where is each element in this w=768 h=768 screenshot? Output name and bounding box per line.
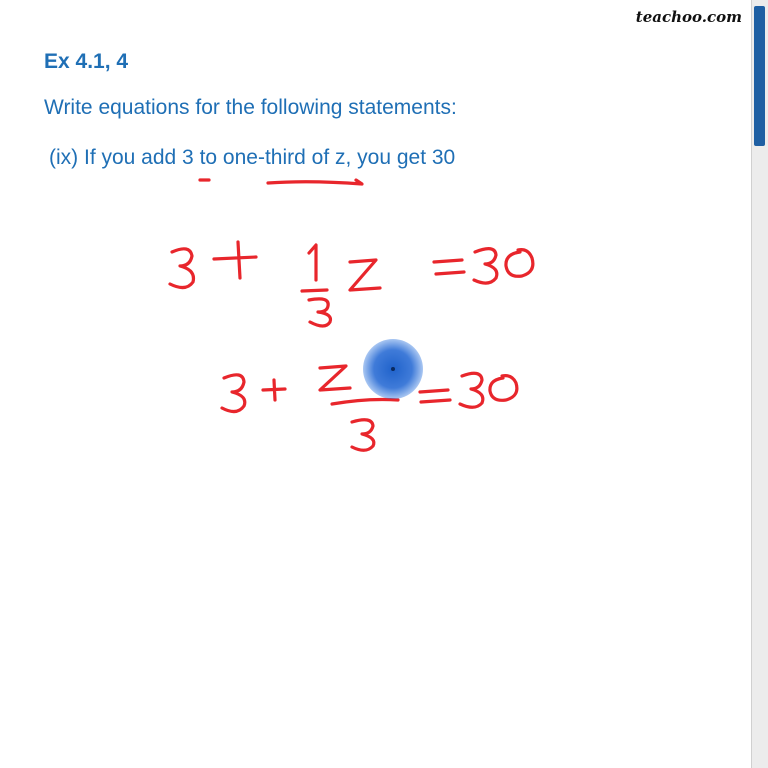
scrollbar-thumb[interactable] [754, 6, 765, 146]
exercise-statement: (ix) If you add 3 to one-third of z, you get 30 [49, 146, 456, 169]
underline-one-third [268, 180, 362, 184]
cursor-center-dot [391, 367, 395, 371]
exercise-instruction: Write equations for the following statements: [44, 96, 457, 119]
vertical-scrollbar[interactable] [751, 0, 768, 768]
brand-logo: teachoo.com [635, 8, 742, 26]
equation-1 [170, 242, 533, 326]
pen-cursor-icon [363, 339, 423, 399]
exercise-title: Ex 4.1, 4 [44, 50, 129, 73]
